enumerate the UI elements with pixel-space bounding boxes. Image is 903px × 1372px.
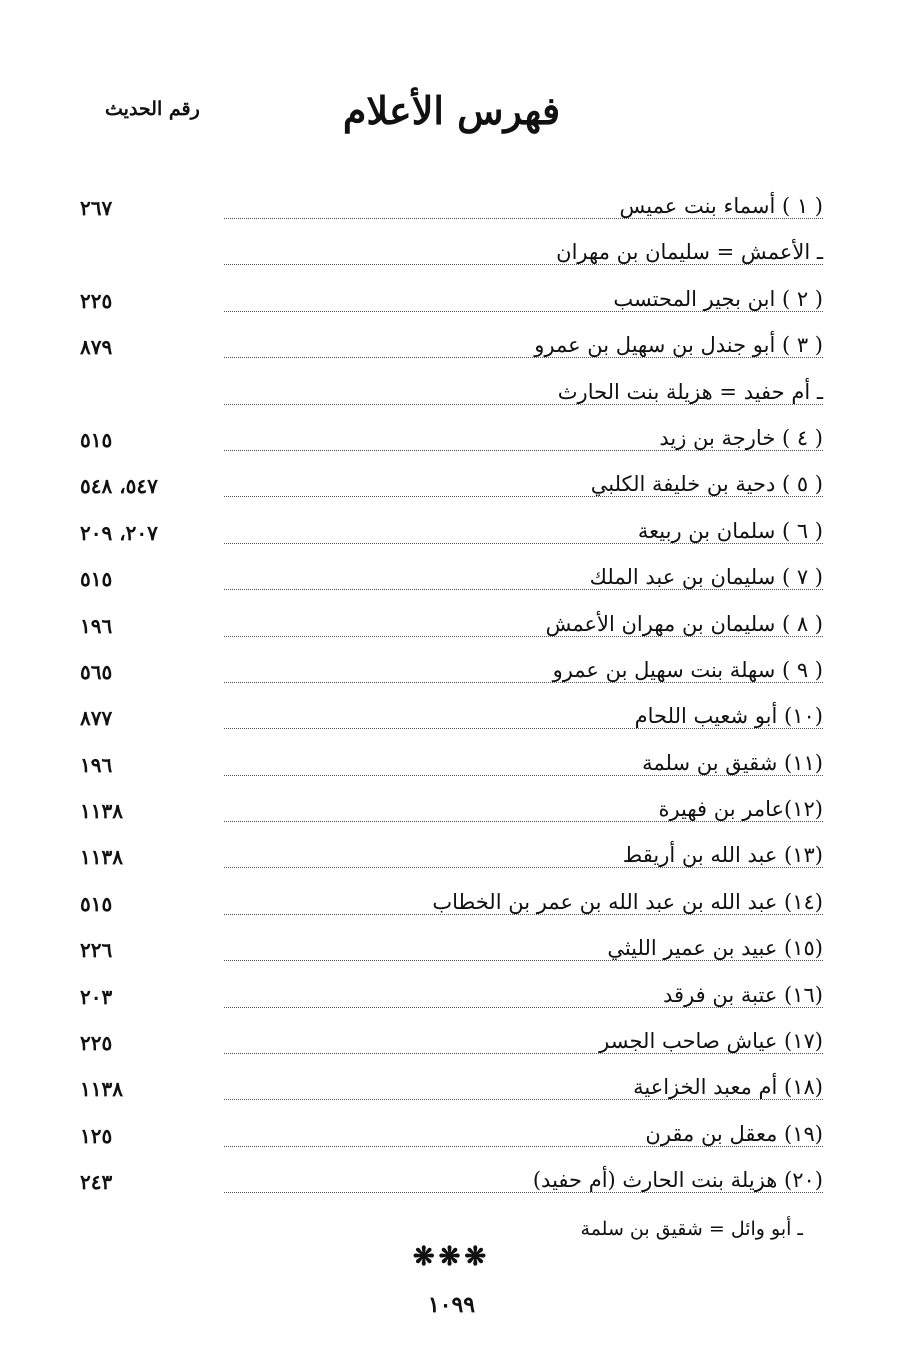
entry-ref: ٥٤٧، ٥٤٨ bbox=[80, 474, 158, 499]
index-entry bbox=[0, 513, 903, 559]
index-entry bbox=[0, 698, 903, 744]
index-entry bbox=[0, 420, 903, 466]
entry-ref: ١٩٦ bbox=[80, 752, 113, 777]
section-separator: ❋❋❋ bbox=[412, 1242, 491, 1272]
entry-ref: ١١٣٨ bbox=[80, 799, 123, 824]
index-entry bbox=[0, 652, 903, 698]
entry-ref: ٨٧٩ bbox=[80, 335, 113, 360]
dot-leader bbox=[224, 450, 823, 451]
entry-ref: ٢٢٦ bbox=[80, 938, 113, 963]
entry-name: (١٤) عبد الله بن عبد الله بن عمر بن الخطاب bbox=[429, 890, 823, 914]
entry-ref: ١١٣٨ bbox=[80, 845, 123, 870]
entry-ref: ٢٠٧، ٢٠٩ bbox=[80, 520, 158, 545]
dot-leader bbox=[224, 1192, 823, 1193]
entry-ref: ٢٢٥ bbox=[80, 288, 113, 313]
index-entry bbox=[0, 466, 903, 512]
entry-name: (٢٠) هزيلة بنت الحارث (أم حفيد) bbox=[530, 1168, 823, 1192]
entry-name: ( ٦ ) سلمان بن ربيعة bbox=[635, 519, 823, 543]
index-entry bbox=[0, 1162, 903, 1208]
entry-name: ( ٣ ) أبو جندل بن سهيل بن عمرو bbox=[531, 333, 823, 357]
dot-leader bbox=[224, 914, 823, 915]
entry-name: ( ٩ ) سهلة بنت سهيل بن عمرو bbox=[550, 658, 823, 682]
names-index-list bbox=[0, 188, 903, 1209]
entry-name: ( ٤ ) خارجة بن زيد bbox=[656, 426, 823, 450]
entry-ref: ٥٦٥ bbox=[80, 659, 113, 684]
index-entry bbox=[0, 745, 903, 791]
index-entry bbox=[0, 791, 903, 837]
entry-ref: ١٢٥ bbox=[80, 1123, 113, 1148]
entry-ref bbox=[80, 242, 212, 266]
index-entry bbox=[0, 1069, 903, 1115]
dot-leader bbox=[224, 960, 823, 961]
index-entry bbox=[0, 1116, 903, 1162]
dot-leader bbox=[224, 264, 823, 265]
entry-ref: ٨٧٧ bbox=[80, 706, 113, 731]
entry-name: (١٩) معقل بن مقرن bbox=[642, 1122, 823, 1146]
entry-name: ـ أم حفيد = هزيلة بنت الحارث bbox=[555, 380, 823, 404]
entry-ref bbox=[80, 382, 212, 406]
index-entry bbox=[0, 281, 903, 327]
dot-leader bbox=[224, 357, 823, 358]
dot-leader bbox=[224, 496, 823, 497]
entry-name: (١٣) عبد الله بن أريقط bbox=[620, 843, 823, 867]
index-entry bbox=[0, 884, 903, 930]
entry-ref: ٢٢٥ bbox=[80, 1031, 113, 1056]
cross-reference-note: ـ أبو وائل = شقيق بن سلمة bbox=[580, 1218, 803, 1240]
entry-ref: ٥١٥ bbox=[80, 567, 113, 592]
dot-leader bbox=[224, 682, 823, 683]
entry-name: (١٢)عامر بن فهيرة bbox=[655, 797, 823, 821]
column-label: رقم الحديث bbox=[105, 98, 200, 120]
dot-leader bbox=[224, 728, 823, 729]
index-entry bbox=[0, 837, 903, 883]
entry-name: ( ٥ ) دحية بن خليفة الكلبي bbox=[588, 472, 823, 496]
index-entry bbox=[0, 559, 903, 605]
entry-name: ـ الأعمش = سليمان بن مهران bbox=[553, 240, 823, 264]
dot-leader bbox=[224, 1099, 823, 1100]
entry-name: (١٠) أبو شعيب اللحام bbox=[632, 704, 823, 728]
dot-leader bbox=[224, 589, 823, 590]
page-number: ١٠٩٩ bbox=[427, 1292, 476, 1318]
entry-name: (١٧) عياش صاحب الجسر bbox=[596, 1029, 823, 1053]
entry-ref: ٥١٥ bbox=[80, 427, 113, 452]
index-entry bbox=[0, 188, 903, 234]
dot-leader bbox=[224, 821, 823, 822]
entry-ref: ١٩٦ bbox=[80, 613, 113, 638]
index-entry bbox=[0, 1023, 903, 1069]
entry-ref: ٢٠٣ bbox=[80, 984, 113, 1009]
index-entry bbox=[0, 234, 903, 280]
index-entry bbox=[0, 977, 903, 1023]
entry-ref: ٥١٥ bbox=[80, 891, 113, 916]
entry-name: (١٦) عتبة بن فرقد bbox=[660, 983, 823, 1007]
entry-name: ( ١ ) أسماء بنت عميس bbox=[617, 194, 823, 218]
entry-ref: ١١٣٨ bbox=[80, 1077, 123, 1102]
index-entry bbox=[0, 374, 903, 420]
dot-leader bbox=[224, 1053, 823, 1054]
index-entry bbox=[0, 327, 903, 373]
entry-name: ( ٧ ) سليمان بن عبد الملك bbox=[587, 565, 823, 589]
entry-name: ( ٢ ) ابن بجير المحتسب bbox=[610, 287, 823, 311]
page-title: فهرس الأعلام bbox=[342, 88, 561, 133]
entry-name: ( ٨ ) سليمان بن مهران الأعمش bbox=[543, 612, 823, 636]
index-entry bbox=[0, 930, 903, 976]
index-entry bbox=[0, 606, 903, 652]
entry-name: (١١) شقيق بن سلمة bbox=[639, 751, 823, 775]
entry-name: (١٥) عبيد بن عمير الليثي bbox=[604, 936, 823, 960]
dot-leader bbox=[224, 867, 823, 868]
entry-ref: ٢٤٣ bbox=[80, 1170, 113, 1195]
entry-ref: ٢٦٧ bbox=[80, 196, 113, 220]
dot-leader bbox=[224, 218, 823, 219]
entry-name: (١٨) أم معبد الخزاعية bbox=[630, 1075, 823, 1099]
